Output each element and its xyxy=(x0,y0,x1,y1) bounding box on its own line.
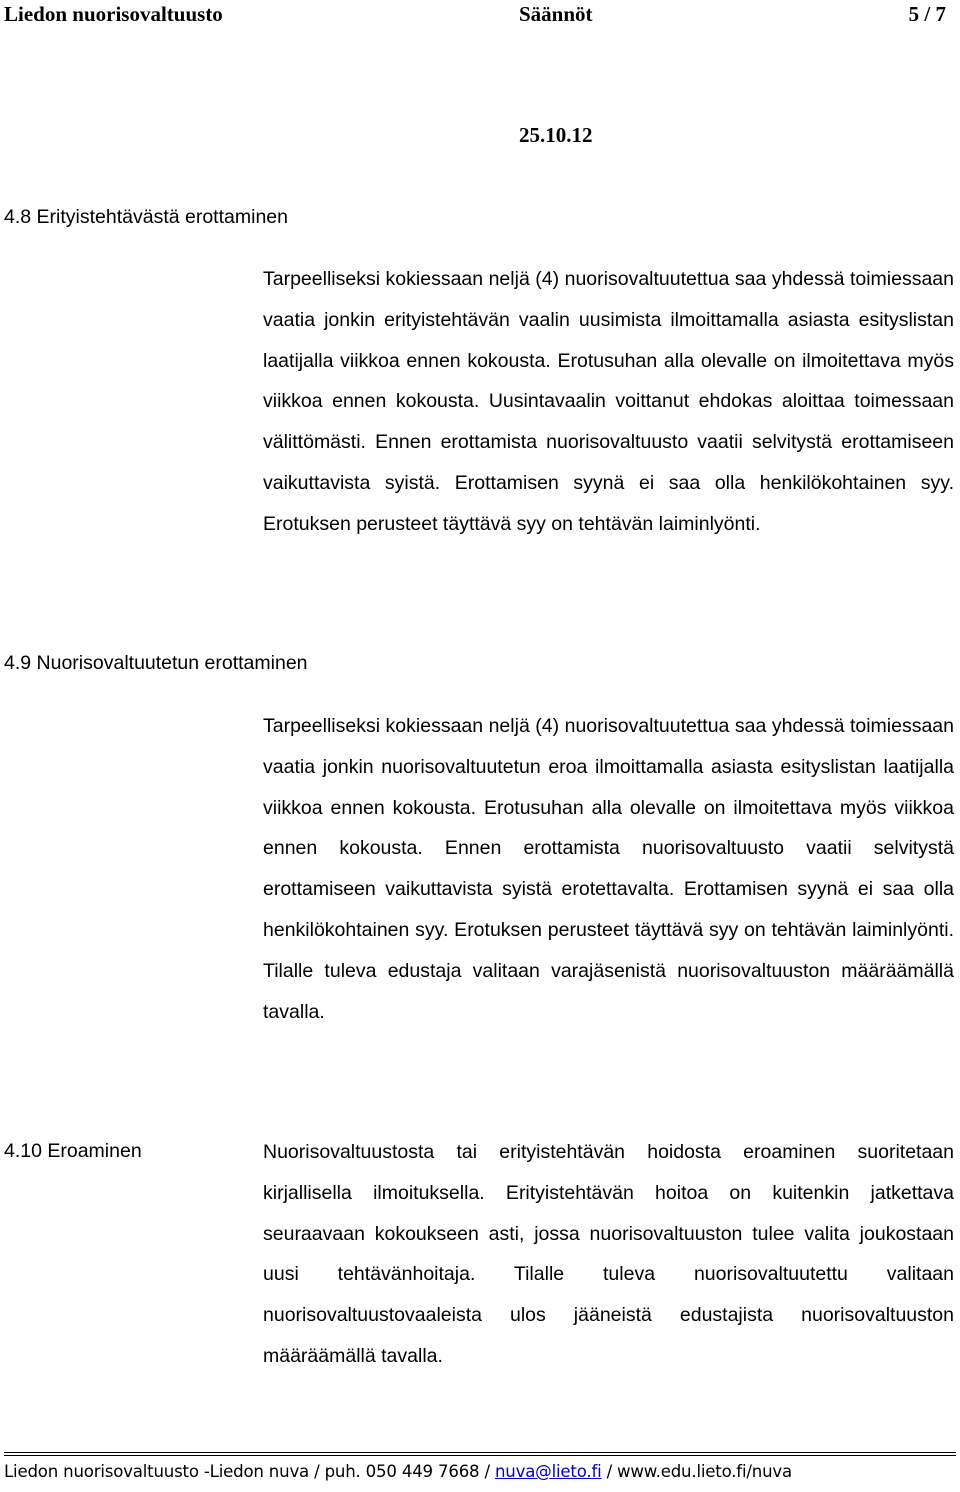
section-text-4-8: Tarpeelliseksi kokiessaan neljä (4) nuorisovaltuutettua saa yhdessä toimiessaan vaatia jonkin erityistehtävän vaalin uusimista ilmoittamalla asiasta esityslistan laatijalla viikkoa ennen kokousta. Erotusuhan alla olevalle on ilmoitettava myös viikkoa ennen kokousta. Uusintavaalin voittanut ehdokas aloittaa toimessaan välittömästi. Ennen erottamista nuorisovaltuusto vaatii selvitystä erottamiseen vaikuttavista syistä. Erottamisen syynä ei saa olla henkilökohtainen syy. Erotuksen perusteet täyttävä syy on tehtävän laiminlyönti. xyxy=(263,268,954,535)
section-title-4-8: 4.8 Erityistehtävästä erottaminen xyxy=(4,206,288,228)
section-text-4-9: Tarpeelliseksi kokiessaan neljä (4) nuorisovaltuutettua saa yhdessä toimiessaan vaatia jonkin nuorisovaltuutetun eroa ilmoittamalla asiasta esityslistan laatijalla viikkoa ennen kokousta. Erotusuhan alla olevalle on ilmoitettava myös viikkoa ennen kokousta. Ennen erottamista nuorisovaltuusto vaatii selvitystä erottamiseen vaikuttavista syistä erotettavalta. Erottamisen syynä ei saa olla henkilökohtainen syy. Erotuksen perusteet täyttävä syy on tehtävän laiminlyönti. Tilalle tuleva edustaja valitaan varajäsenistä nuorisovaltuuston määräämällä tavalla. xyxy=(263,715,954,1023)
page-footer xyxy=(4,1462,956,1481)
page-header xyxy=(0,0,960,30)
footer-divider xyxy=(4,1452,956,1456)
footer-contact-text: Liedon nuorisovaltuusto -Liedon nuva / puh. 050 449 7668 / xyxy=(4,1462,495,1481)
header-organization: Liedon nuorisovaltuusto xyxy=(4,2,223,26)
header-page-number: 5 / 7 xyxy=(908,2,946,26)
section-title-4-9: 4.9 Nuorisovaltuutetun erottaminen xyxy=(4,652,308,674)
footer-website-text: / www.edu.lieto.fi/nuva xyxy=(601,1462,792,1481)
section-text-4-10: Nuorisovaltuustosta tai erityistehtävän hoidosta eroaminen suoritetaan kirjallisella ilmoituksella. Erityistehtävän hoitoa on kuitenkin jatkettava seuraavaan kokoukseen asti, jossa nuorisovaltuuston tulee valita joukostaan uusi tehtävänhoitaja. Tilalle tuleva nuorisovaltuutettu valitaan nuorisovaltuustovaaleista ulos jääneistä edustajista nuorisovaltuuston määräämällä tavalla. xyxy=(263,1141,954,1367)
section-title-4-10: 4.10 Eroaminen xyxy=(4,1140,142,1162)
header-date: 25.10.12 xyxy=(519,123,593,147)
header-document-title: Säännöt xyxy=(519,2,593,26)
footer-email-link[interactable]: nuva@lieto.fi xyxy=(494,1462,602,1481)
